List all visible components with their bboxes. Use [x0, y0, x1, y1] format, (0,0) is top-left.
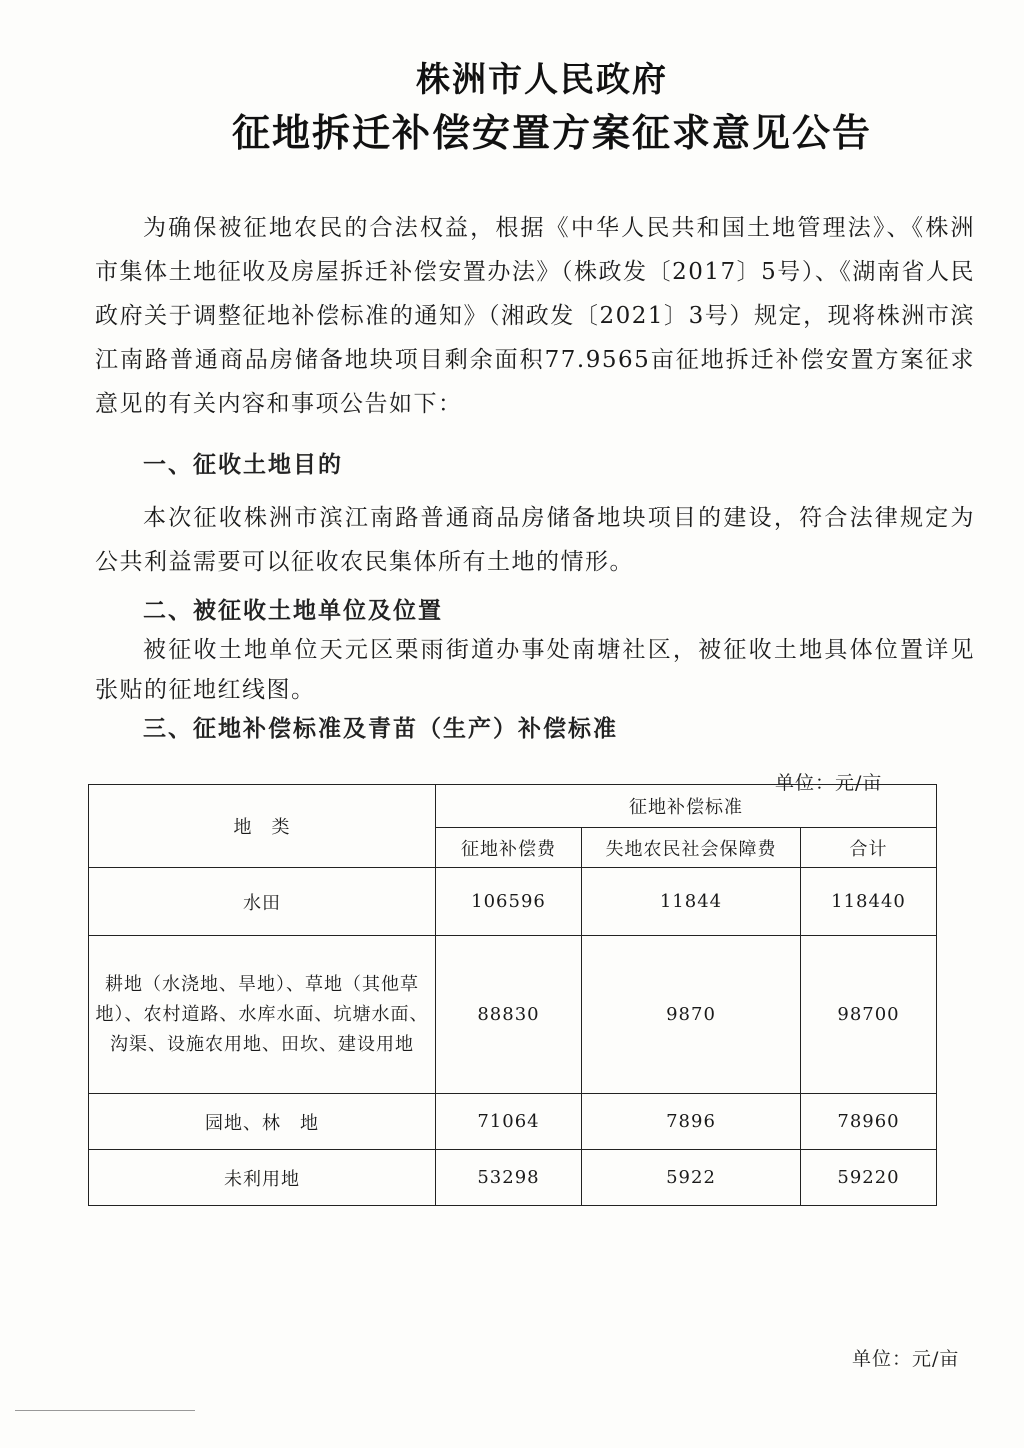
table-row	[89, 868, 937, 936]
header-column-total: 合计	[801, 828, 937, 868]
row-social-security-value: 7896	[582, 1094, 801, 1150]
table-unit-label: 单位：元/亩	[775, 772, 883, 794]
row-land-type: 耕地（水浇地、旱地）、草地（其他草地）、农村道路、水库水面、坑塘水面、沟渠、设施农用地、田坎、建设用地	[89, 936, 436, 1094]
table-row	[89, 1150, 937, 1206]
header-compensation-standard: 征地补偿标准	[436, 785, 937, 828]
row-social-security-value: 9870	[582, 936, 801, 1094]
row-total-value: 78960	[801, 1094, 937, 1150]
section-1-body: 本次征收株洲市滨江南路普通商品房储备地块项目的建设，符合法律规定为公共利益需要可以征收农民集体所有土地的情形。	[95, 505, 975, 575]
table-row	[89, 936, 937, 1094]
row-social-security-value: 11844	[582, 868, 801, 936]
header-column-social-security: 失地农民社会保障费	[582, 828, 801, 868]
row-compensation-value: 88830	[436, 936, 582, 1094]
row-compensation-value: 71064	[436, 1094, 582, 1150]
section-2-body: 被征收土地单位天元区栗雨街道办事处南塘社区，被征收土地具体位置详见张贴的征地红线图。	[95, 637, 975, 703]
footer-divider	[15, 1410, 195, 1411]
intro-paragraph: 为确保被征地农民的合法权益，根据《中华人民共和国土地管理法》、《株洲市集体土地征收及房屋拆迁补偿安置办法》（株政发〔2017〕5号）、《湖南省人民政府关于调整征地补偿标准的通知》（湘政发〔2021〕3号）规定，现将株洲市滨江南路普通商品房储备地块项目剩余面积77.9565亩征地拆迁补偿安置方案征求意见的有关内容和事项公告如下：	[95, 215, 975, 417]
section-3-heading: 三、征地补偿标准及青苗（生产）补偿标准	[143, 716, 618, 742]
row-total-value: 118440	[801, 868, 937, 936]
row-total-value: 98700	[801, 936, 937, 1094]
row-land-type: 未利用地	[89, 1150, 436, 1206]
row-compensation-value: 106596	[436, 868, 582, 936]
row-social-security-value: 5922	[582, 1150, 801, 1206]
header-land-type: 地 类	[89, 785, 436, 868]
compensation-table	[88, 784, 937, 1206]
row-total-value: 59220	[801, 1150, 937, 1206]
row-compensation-value: 53298	[436, 1150, 582, 1206]
footer-unit-label: 单位：元/亩	[852, 1348, 960, 1370]
header-column-compensation: 征地补偿费	[436, 828, 582, 868]
section-2-heading: 二、被征收土地单位及位置	[143, 598, 443, 624]
row-land-type: 水田	[89, 868, 436, 936]
document-title-line1: 株洲市人民政府	[416, 60, 668, 100]
document-title-line2: 征地拆迁补偿安置方案征求意见公告	[231, 111, 872, 155]
section-1-heading: 一、征收土地目的	[143, 452, 343, 478]
table-row	[89, 1094, 937, 1150]
row-land-type: 园地、林 地	[89, 1094, 436, 1150]
